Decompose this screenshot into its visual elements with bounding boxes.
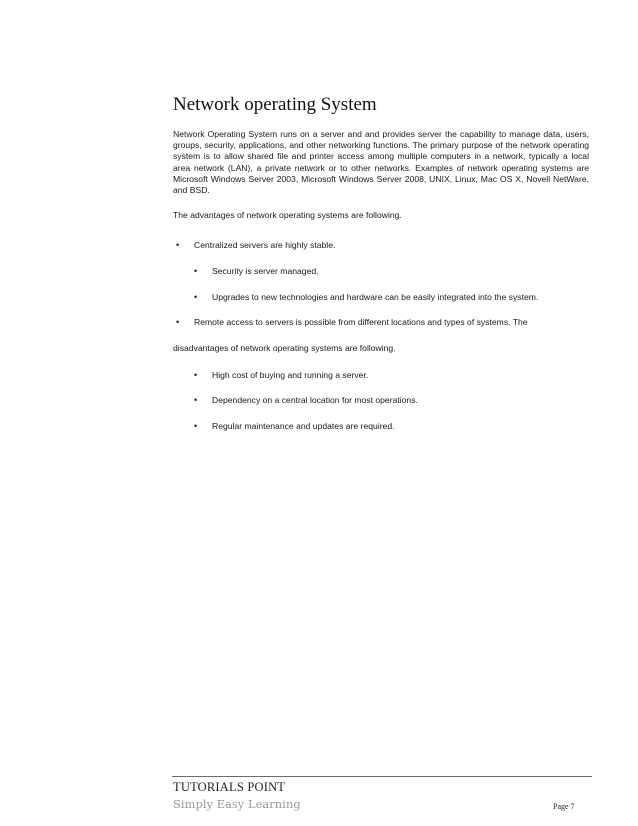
page-number: Page 7 [553, 802, 575, 811]
disadvantages-intro: disadvantages of network operating systems are following. [173, 343, 396, 353]
advantages-intro: The advantages of network operating systems are following. [173, 210, 402, 220]
footer-tagline: Simply Easy Learning [173, 797, 301, 811]
list-item-text: Regular maintenance and updates are required. [212, 421, 395, 431]
list-item-text: Remote access to servers is possible from different locations and types of systems. The [194, 317, 528, 327]
list-item-text: Centralized servers are highly stable. [194, 240, 336, 250]
list-item-text: High cost of buying and running a server. [212, 370, 369, 380]
footer-brand: TUTORIALS POINT [173, 780, 286, 794]
intro-paragraph: Network Operating System runs on a server and and provides server the capability to manage data, users, groups, security, applications, and other networking functions. The primary purpose of the network operating system is to allow shared file and printer access among multiple computers in a network, typically a local area network (LAN), a private network or to other networks. Examples of network operating systems are Microsoft Windows Server 2003, Microsoft Windows Server 2008, UNIX, Linux, Mac OS X, Novell NetWare, and BSD. [173, 129, 589, 196]
bullet-icon: • [194, 292, 198, 302]
bullet-icon: • [176, 240, 180, 250]
list-item-text: Dependency on a central location for most operations. [212, 395, 418, 405]
list-item-text: Security is server managed. [212, 266, 319, 276]
footer-divider [172, 776, 592, 777]
bullet-icon: • [194, 370, 198, 380]
bullet-icon: • [194, 395, 198, 405]
page-title: Network operating System [173, 94, 377, 115]
bullet-icon: • [194, 421, 198, 431]
bullet-icon: • [194, 266, 198, 276]
list-item-text: Upgrades to new technologies and hardware can be easily integrated into the system. [212, 292, 539, 302]
bullet-icon: • [176, 317, 180, 327]
